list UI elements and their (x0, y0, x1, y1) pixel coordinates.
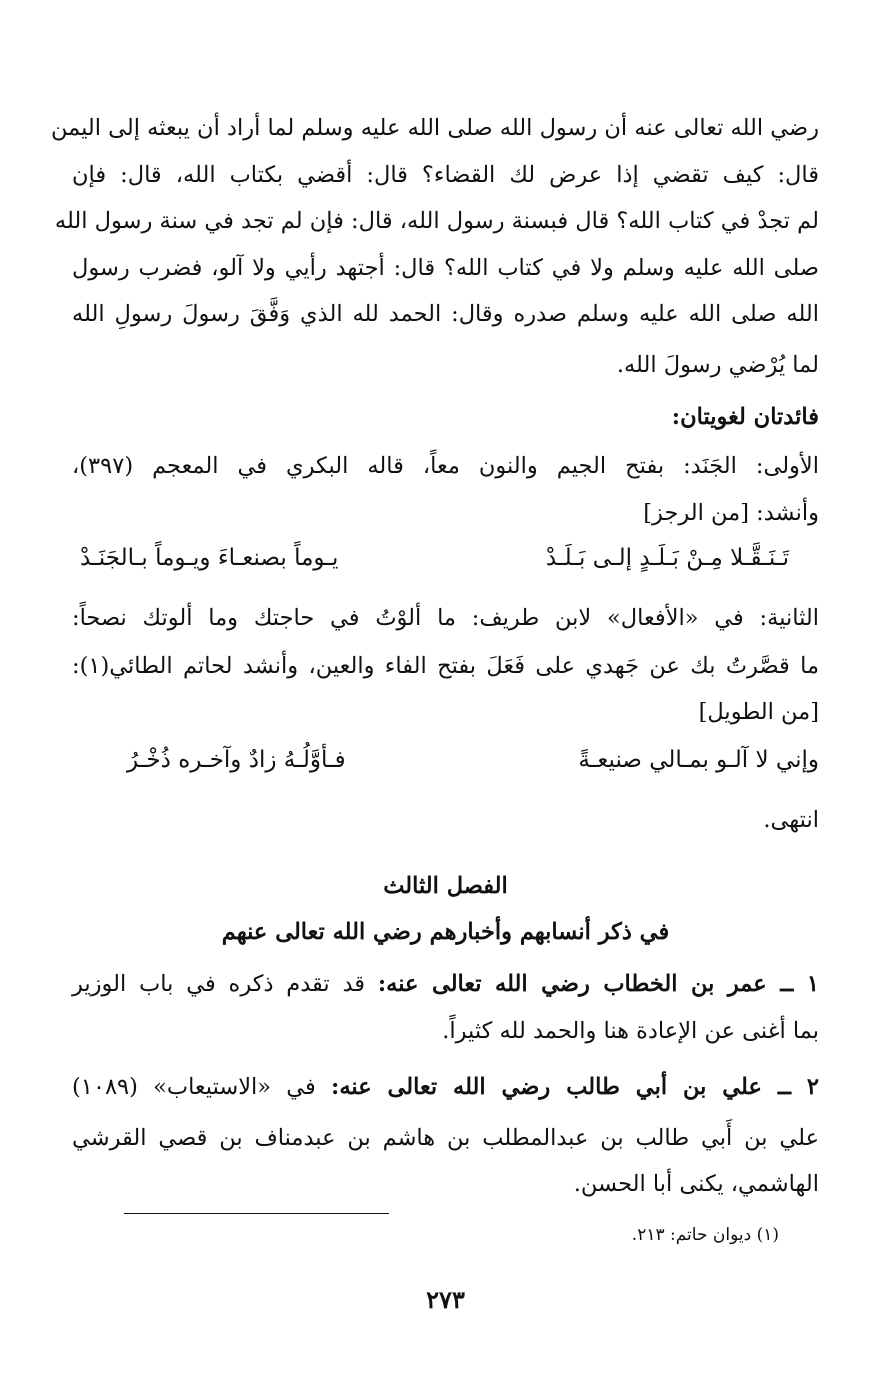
entry-2-text: في «الاستيعاب» (١٠٨٩) (72, 1074, 332, 1100)
book-page (50, 0, 820, 1378)
entry-1-heading: ١ ــ عمر بن الخطاب رضي الله تعالى عنه: (377, 971, 819, 997)
entry-2-line-3: الهاشمي، يكنى أبا الحسن. (573, 1171, 819, 1197)
entry-2-heading: ٢ ــ علي بن أبي طالب رضي الله تعالى عنه: (331, 1074, 820, 1100)
entry-1-text: قد تقدم ذكره في باب الوزير (72, 971, 378, 997)
verse2-hemistich-left: فـأوَّلُـهُ زادٌ وآخـره ذُخْـرُ (127, 747, 346, 773)
meter-label: [من الطويل] (698, 699, 819, 725)
verse1-hemistich-right: تَـنَـقَّـلا مِـنْ بَـلَـدٍ إلـى بَـلَـدْ (545, 545, 789, 571)
paragraph-line: رضي الله تعالى عنه أن رسول الله صلى الله عليه وسلم لما أراد أن يبعثه إلى اليمن (50, 115, 819, 141)
second-benefit-line: ما قصَّرتُ بك عن جَهدي على فَعَلَ بفتح الفاء والعين، وأنشد لحاتم الطائي(١): (72, 653, 819, 679)
verse1-hemistich-left: يـوماً بصنعـاءَ ويـوماً بـالجَنَـدْ (80, 545, 339, 571)
entry-1-line (72, 964, 819, 1004)
paragraph-line: صلى الله عليه وسلم ولا في كتاب الله؟ قال: أجتهد رأيي ولا آلو، فضرب رسول (72, 255, 819, 281)
paragraph-line: الله صلى الله عليه وسلم صدره وقال: الحمد لله الذي وَفَّقَ رسولَ رسولِ الله (72, 301, 819, 327)
footnote: (١) ديوان حاتم: ٢١٣. (631, 1225, 779, 1245)
section-title: الفصل الثالث (383, 873, 508, 899)
section-subtitle: في ذكر أنسابهم وأخبارهم رضي الله تعالى عنهم (221, 919, 670, 945)
end-word: انتهى. (763, 807, 819, 833)
entry-2-line (72, 1067, 819, 1107)
paragraph-line: قال: كيف تقضي إذا عرض لك القضاء؟ قال: أقضي بكتاب الله، قال: فإن (72, 162, 819, 188)
entry-2-line-2: علي بن أَبي طالب بن عبدالمطلب بن هاشم بن عبدمناف بن قصي القرشي (72, 1125, 819, 1151)
faidatan-heading: فائدتان لغويتان: (671, 404, 819, 430)
paragraph-line: لم تجدْ في كتاب الله؟ قال فبسنة رسول الله، قال: فإن لم تجد في سنة رسول الله (54, 208, 819, 234)
second-benefit-line: الثانية: في «الأفعال» لابن طريف: ما ألوْتُ في حاجتك وما ألوتك نصحاً: (72, 605, 819, 631)
paragraph-line: لما يُرْضي رسولَ الله. (616, 352, 819, 378)
page-number: ٢٧٣ (426, 1285, 465, 1314)
entry-1-line-2: بما أغنى عن الإعادة هنا والحمد لله كثيراً. (442, 1018, 819, 1044)
verse2-hemistich-right: وإني لا آلـو بمـالي صنيعـةً (578, 747, 819, 773)
anshad-line: وأنشد: [من الرجز] (643, 500, 819, 526)
first-benefit-line: الأولى: الجَنَد: بفتح الجيم والنون معاً، قاله البكري في المعجم (٣٩٧)، (72, 453, 819, 479)
footnote-separator (124, 1213, 389, 1214)
